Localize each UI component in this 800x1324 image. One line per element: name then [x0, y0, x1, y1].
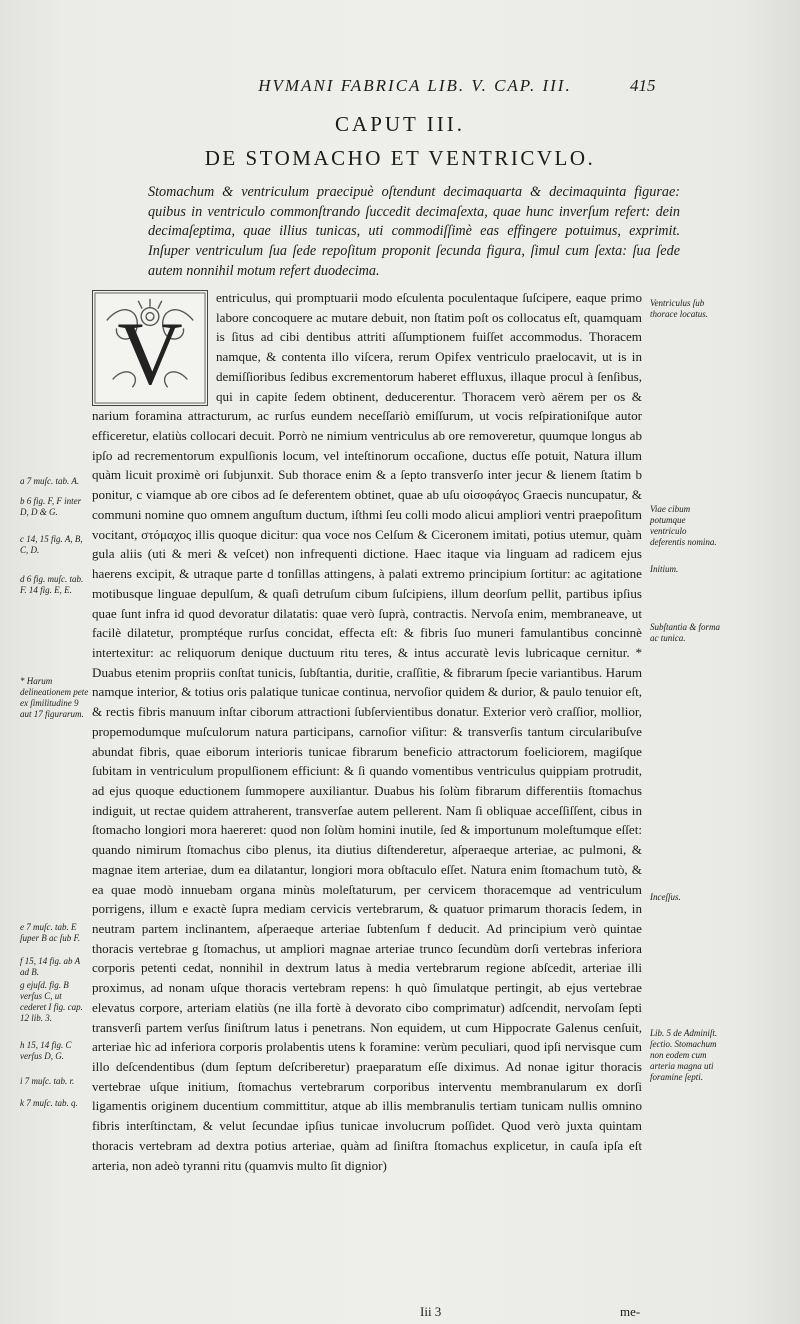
margin-note-left: a 7 muſc. tab. A.: [20, 476, 80, 486]
floral-initial-icon: [93, 291, 207, 405]
margin-note-right: Viae cibum potumque ventriculo deferentis nomina.: [650, 504, 717, 547]
chapter-subtitle: DE STOMACHO ET VENTRICVLO.: [204, 146, 596, 170]
margin-note-right: Lib. 5 de Adminiſt. ſectio. Stomachum non eodem cum arteria magna uti foramine ſepti.: [650, 1028, 718, 1082]
body-paragraph: entriculus, qui promptuarii modo eſculenta poculentaque ſuſcipere, eaque primo labore concoquere ac mutare debuit, non ſtatim poſt os collocatus eſt, quamquam is ſitus ad cibi dentibus attriti aſſumptionem fuiſſet accommodus. Thoracem namque, & contenta illo viſcera, rerum Opifex ventriculo praelocavit, ut is in demiſſioribus ſedibus excrementorum haberet effluxus, illaque procul à ſenſibus, qui in capite ſedem obtinent, deducerentur. Thoracem verò aërem per os & narium foramina attracturum, ac rurſus eundem neceſſariò emiſſurum, ut vocis reſpirationiſque autor efficeretur, elatiùs collocari decuit. Porrò ne nimium ventriculus ab ore removeretur, quumque longus ab ipſo ad recrementorum expulſionis locum, vel inteſtinorum occaſione, ductus eſſe potuit, Natura illum quàm licuit proximè ori ſubjunxit. Sub thorace enim & a ſepto transverſo inter jecur & lienem ſtatim b ponitur, c viamque ab ore cibos ad ſe deferentem obtinet, quae ab uſu οἰσοφάγος Graecis nuncupatur, & communi nomine quo omnem anguſtum ductum, iſthmi ſeu colli modo alicui ampliori ventri praepoſitum vocitant, στόμαχος illis quoque dicitur: qua voce nos Celſum & Ciceronem imitati, potius utemur, quàm gula aliis (uti & meri & veſcet) non infrequenti dictione. Haec itaque via linguam ad radicem ejus haerens excipit, & utraque parte d tonſillas attingens, à palati extremo principium ſortitur: ac agitatione motibusque linguae depulſum, & quaſi detruſum cibum ſuſcipiens, illum deorſum pellit, partibus ipſius quae ſunt infra id quod devoratur dilatatis: quae verò ſuprà, contractis. Nervoſa enim, membraneave, ut facilè dilatetur, promptéque rurſus concidat, effecta eſt: & fibris ſuo muneri famulantibus concinnè intertexitur: ac reliquorum denique ductuum ritu teres, & intus accuratè levis lubricaque cernitur. * Duabus etenim propriis conſtat tunicis, ſubſtantia, duritie, craſſitie, & fibrarum ſpecie variantibus. Harum namque interior, & totius oris palatique tunicae continua, nervoſior quidem & durior, & paulo tenuior eſt, & rectis fibris manuum inſtar ciborum attractioni ſubſervientibus donatur. Exterior verò craſſior, mollior, propemodumque muſculorum natura participans, carnoſior viſitur: & transverſis tantum circularibuſve abundat fibris, quae eiborum interioris tunicae fibrarum beneficio attractorum foeliciorem, magiſque ſubitam in ventriculum propulſionem efficiunt: & ſi quando vomentibus ventriculus quippiam protrudit, ad ejus quoque eductionem ſummopere auxiliantur. Duabus his ſolùm fibrarum differentiis ſtomachus indiguit, ut rectae quidem attraherent, transverſae autem pellerent. Nam ſi obliquae acceſſiſſent, cibus in ſtomacho longiori mora haereret: quod non ſolùm homini inutile, ſed & importunum moleſtumque eſſet: quando nimirum ſtomachus cibo plenus, ita diutius diſtenderetur, aſperaeque arteriae, ac pulmoni, & magnae item arteriae, dum ea dilatantur, longiori mora obſtaculo eſſet. Natura enim ſtomachum tutò, & ea quae modò innuebam organa minùs moleſtaturum, per cervicem thoracemque ad ventriculum porrigens, illum e exactè ſupra mediam cervicis vertebrarum, & quatuor primarum thoracis ſedem, in neutram partem inclinantem, aſperaeque arteriae ſubtenſum f deducit. Ad principium verò quintae thoracis vertebrae g ſtomachus, ut ampliori magnae arteriae trunco ſecundùm dorſi vertebras inferiora corporis petenti cedat, nonnihil in dextrum latus à media vertebrarum regione abſcedit, arteriae illi proximus, ad nonam uſque thoracis vertebram repens: h quò ſimulatque pertingit, ab ejus vertebrae elevatus corpore, arteriam elatiùs (ne illa fortè à devorato cibo comprimatur) adſcendit, nervoſam ſepti transverſi partem verſus ſiniſtrum latus i penetrans. Non equidem, ut cum Hippocrate Galenus cenſuit, arteriae hìc ad inferiora corporis prolabentis utens k foramine: verùm peculiari, quod ipſi nervisque cum illo deſcendentibus (dum ſeptum deſcriberetur) praeparatum eſſe diximus. Ad nonae igitur thoracis vertebrae uſque initium, ſtomachus vertebrarum corporibus interventu membranularum ex dorſi ligamentis originem ducentium committitur, atque ab illis membranulis tertiam tunicam nullis omnino fibris interſtinctam, & velut ſecundae ipſius tunicae involucrum poſſidet. Quod verò juxta quintam thoracis vertebram ad dextra potius arteriae, quàm ad ſiniſtra ſtomachus explicetur, in cauſa ipſa eſt arteria, non adeò tyranni ritu (quamvis multo ſit dignior): [92, 290, 642, 1173]
svg-text:V: V: [117, 302, 183, 404]
margin-note-left: i 7 muſc. tab. r.: [20, 1076, 75, 1086]
margin-note-left: b 6 fig. F, F inter D, D & G.: [20, 496, 82, 517]
margin-note-left: h 15, 14 fig. C verſus D, G.: [20, 1040, 72, 1061]
margin-note-right: Initium.: [650, 564, 679, 574]
margin-note-right: Inceſſus.: [650, 892, 681, 902]
margin-note-right: Subſtantia & forma ac tunica.: [650, 622, 721, 643]
margin-note-left: g ejuſd. fig. B verſus C, ut cederet I fig. cap. 12 lib. 3.: [20, 980, 83, 1023]
margin-note-left: d 6 fig. muſc. tab. F. 14 fig. E, E.: [20, 574, 84, 595]
catchword: me-: [620, 1304, 641, 1319]
main-text: [92, 288, 642, 1175]
margin-note-left: e 7 muſc. tab. E ſuper B ac ſub F.: [20, 922, 81, 943]
decorated-initial: [92, 290, 208, 406]
margin-note-left: * Harum delineationem pete ex ſimilitudine 9 aut 17 figurarum.: [20, 676, 89, 719]
chapter-summary: Stomachum & ventriculum praecipuè oſtendunt decimaquarta & decimaquinta figurae: quibus in ventriculo commonſtrando ſuccedit decimaſexta, quae hunc inverſum refert: dein decimaſeptima, quae illius tunicas, uti commodiſſimè eas effingere potuimus, exprimit. Inſuper ventriculum ſua ſede repoſitum proponit ſecunda figura, ſimul cum ſexta: ſua ſede autem nonnihil motum refert duodecima.: [148, 184, 680, 279]
running-head: HVMANI FABRICA LIB. V. CAP. III.: [258, 76, 572, 95]
chapter-title: CAPUT III.: [335, 112, 465, 136]
margin-note-left: k 7 muſc. tab. q.: [20, 1098, 78, 1108]
signature-mark: Iii 3: [420, 1304, 442, 1319]
margin-note-right: Ventriculus ſub thorace locatus.: [650, 298, 708, 319]
margin-note-left: f 15, 14 fig. ab A ad B.: [20, 956, 80, 977]
margin-note-left: c 14, 15 fig. A, B, C, D.: [20, 534, 83, 555]
page-number: 415: [630, 76, 656, 95]
